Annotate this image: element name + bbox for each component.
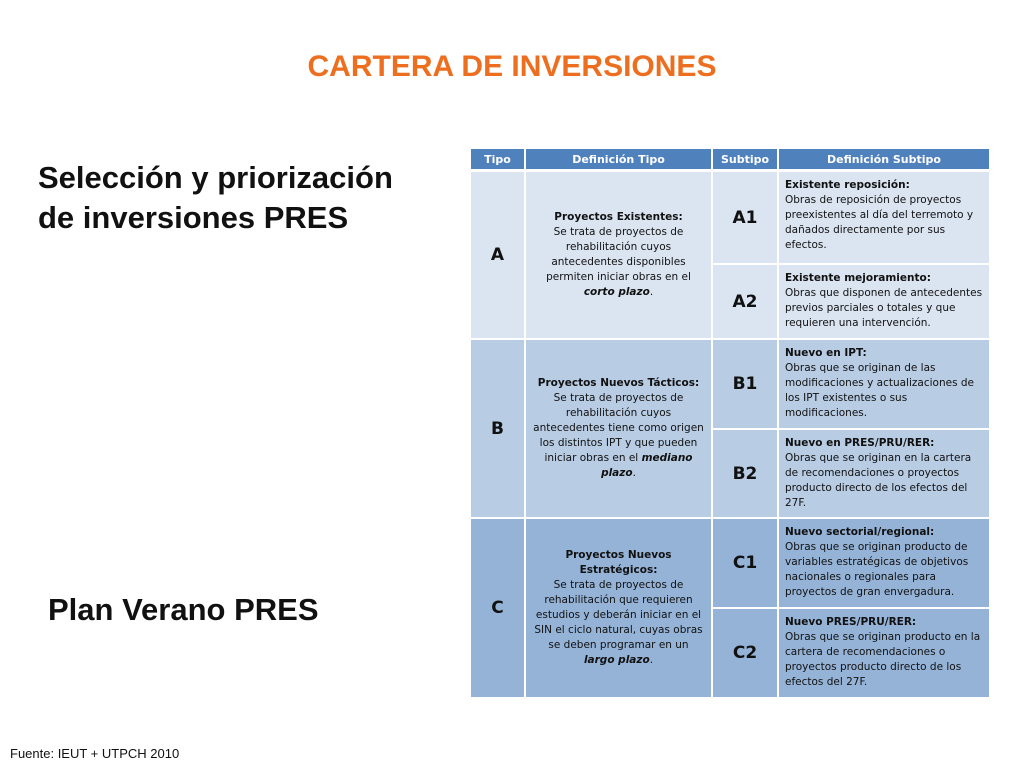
tipo-definition xyxy=(526,340,711,517)
subtipo-cell: A1 xyxy=(713,172,777,263)
subtipo-definition xyxy=(779,265,989,338)
source-note: Fuente: IEUT + UTPCH 2010 xyxy=(10,746,180,761)
tipo-definition-body: Se trata de proyectos de rehabilitación que requieren estudios y deberán iniciar en el SIN el ciclo natural, cuyas obras se deben programar en un xyxy=(534,579,703,651)
tipo-definition-body: Se trata de proyectos de rehabilitación cuyos antecedentes tiene como origen los distintos IPT y que pueden iniciar obras en el xyxy=(533,392,704,464)
subtipo-body: Obras que se originan producto en la cartera de recomendaciones o proyectos producto directo de los efectos del 27F. xyxy=(785,631,981,688)
tipo-definition-end: . xyxy=(632,467,636,479)
tipo-definition-term: largo plazo xyxy=(583,654,650,666)
tipo-cell: A xyxy=(471,172,524,338)
subtipo-title: Nuevo sectorial/regional: xyxy=(785,526,935,538)
subtipo-title: Nuevo en PRES/PRU/RER: xyxy=(785,437,935,449)
tipo-definition-end: . xyxy=(649,654,654,666)
tipo-cell: C xyxy=(471,519,524,697)
subtipo-body: Obras que se originan en la cartera de recomendaciones o proyectos producto directo de los efectos del 27F. xyxy=(785,452,972,509)
subtipo-definition xyxy=(779,430,989,517)
subtipo-title: Nuevo PRES/PRU/RER: xyxy=(785,616,917,628)
investment-table xyxy=(471,149,989,697)
header-definicion-tipo: Definición Tipo xyxy=(526,149,711,169)
subtipo-definition xyxy=(779,340,989,428)
subtipo-definition xyxy=(779,172,989,263)
header-subtipo: Subtipo xyxy=(713,149,777,169)
subtipo-title: Nuevo en IPT: xyxy=(785,347,867,359)
subtipo-cell: A2 xyxy=(713,265,777,338)
subtipo-title: Existente mejoramiento: xyxy=(785,272,931,284)
subtipo-definition xyxy=(779,519,989,607)
tipo-definition-title: Proyectos Existentes: xyxy=(554,211,683,223)
header-tipo: Tipo xyxy=(471,149,524,169)
tipo-definition xyxy=(526,519,711,697)
tipo-definition-term: mediano plazo xyxy=(601,452,693,479)
plan-heading: Plan Verano PRES xyxy=(48,592,319,627)
subtipo-cell: C1 xyxy=(713,519,777,607)
tipo-definition-title: Proyectos Nuevos Tácticos: xyxy=(537,377,700,389)
subtipo-body: Obras que se originan producto de variables estratégicas de objetivos nacionales o regionales para proyectos de gran envergadura. xyxy=(785,541,969,598)
subtipo-body: Obras que disponen de antecedentes previos parciales o totales y que requieren una intervención. xyxy=(785,287,983,329)
slide-title: CARTERA DE INVERSIONES xyxy=(307,50,717,83)
subtipo-body: Obras de reposición de proyectos preexistentes al día del terremoto y dañados directamente por sus efectos. xyxy=(785,194,974,251)
subtipo-cell: B1 xyxy=(713,340,777,428)
subtipo-definition xyxy=(779,609,989,697)
subtipo-cell: C2 xyxy=(713,609,777,697)
section-heading: Selección y priorización de inversiones PRES xyxy=(38,160,393,235)
header-definicion-subtipo: Definición Subtipo xyxy=(779,149,989,169)
tipo-definition-body: Se trata de proyectos de rehabilitación cuyos antecedentes disponibles permiten iniciar obras en el xyxy=(546,226,691,283)
tipo-definition-end: . xyxy=(649,286,654,298)
tipo-definition-title: Proyectos Nuevos Estratégicos: xyxy=(565,549,672,576)
subtipo-body: Obras que se originan de las modificaciones y actualizaciones de los IPT existentes o sus modificaciones. xyxy=(785,362,974,419)
subtipo-cell: B2 xyxy=(713,430,777,517)
tipo-cell: B xyxy=(471,340,524,517)
tipo-definition xyxy=(526,172,711,338)
tipo-definition-term: corto plazo xyxy=(583,286,650,298)
subtipo-title: Existente reposición: xyxy=(785,179,910,191)
